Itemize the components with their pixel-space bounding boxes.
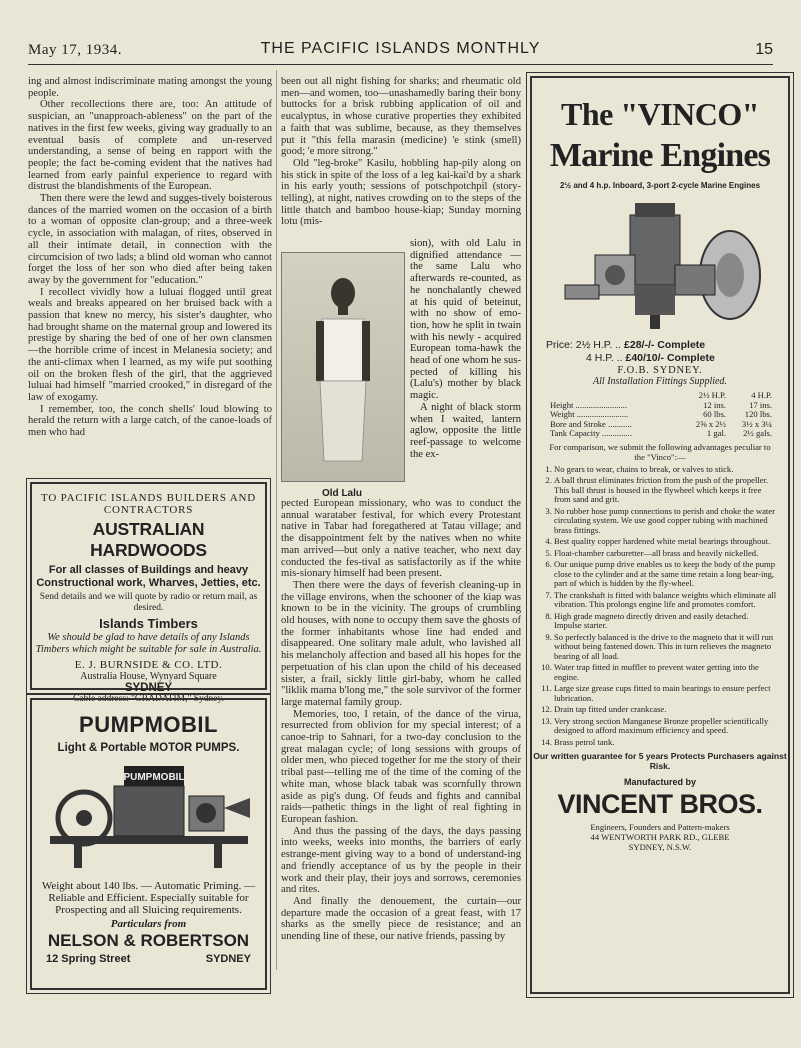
issue-date: May 17, 1934. xyxy=(28,42,122,58)
list-item: 11. Large size grease cups fitted to main bearings to ensure perfect lubrication. xyxy=(554,684,778,703)
hardwoods-advertisement xyxy=(30,482,267,704)
fob-note: F.O.B. SYDNEY. xyxy=(617,365,703,376)
marine-engine-icon xyxy=(555,195,765,335)
spec-header: 2½ H.P. 4 H.P. xyxy=(698,390,772,400)
list-item: 4. Best quality copper hardened white metal bearings throughout. xyxy=(554,537,778,547)
paragraph: Then there were the lewd and sugges-tively boisterous dances of the married women on the occasion of a birth to a woman of opposite clan-group; and a three-week cycle, in association with malagan, of rites, observed in all their intimate detail, in connection with the circumcision of two lads; a blind old woman who cannot forget the loss of her son who died after being taken away by the government for "education." xyxy=(28,193,272,286)
ad-body: Weight about 140 lbs. — Automatic Priming. — Reliable and Efficient. Especially suitable for Prospecting and all Sluicing requirements. xyxy=(41,880,256,916)
spec-row: Height ........................ 12 ins. 17 ins. xyxy=(550,399,772,410)
list-item: 13. Very strong section Manganese Bronze propeller scientifically designed to afford maximum efficiency and speed. xyxy=(554,717,778,736)
list-item: 14. Brass petrol tank. xyxy=(554,738,778,748)
pump-nameplate: PUMPMOBIL xyxy=(122,772,185,783)
ad-city: SYDNEY xyxy=(124,682,173,694)
paragraph: And thus the passing of the days, the days passing into weeks, weeks into months, the barriers of early estrange-ment giving way to a bond of understand-ing and friendly acceptance of us by the people in their work and their play, their joys and sorrows, ceremonies and rites. xyxy=(281,825,521,896)
motor-pump-icon xyxy=(44,758,254,878)
ad-firm: NELSON & ROBERTSON xyxy=(47,931,250,950)
list-item: 10. Water trap fitted in muffler to prevent water getting into the engine. xyxy=(554,663,778,682)
article-column-2-bottom xyxy=(281,498,521,943)
ad-address: Australia House, Wynyard Square xyxy=(80,671,217,682)
ad-subtitle: Light & Portable MOTOR PUMPS. xyxy=(57,742,240,754)
paragraph: Memories, too, I retain, of the dance of the virua, resurrected from oblivion for my special interest; of a canoe-trip to Sahnari, for a two-day conclusion to the great malagan cycle; of long sessions with groups of older men, who pieced together for me the story of their tribal past—telling me of the time of the coming of the white man, whose black tabak was scornfully thrown aside as pig's dung. Of feuds and fights and cannibal raids—pathetic things in the light of real fighting in European fashion. xyxy=(281,708,521,825)
pumpmobil-advertisement xyxy=(30,698,267,990)
list-item: 6. Our unique pump drive enables us to keep the body of the pump close to the cylinder and at the same time retain a long bear-ing, part of which is hidden by the fly-wheel. xyxy=(554,560,778,589)
paragraph: A night of black storm when I waited, lantern aglow, opposite the little reef-passage to welcome the ex- xyxy=(410,401,521,460)
paragraph: And finally the denouement, the curtain—our departure made the occasion of a great feast, with 17 sharks as the smelly piece de resistance; and an unending line of these, our native friends, passing by xyxy=(281,895,521,943)
ad-cable: Cable address: "GRADATIM," Sydney. xyxy=(73,694,224,704)
ad-section-title: Islands Timbers xyxy=(99,616,198,631)
spec-row: Bore and Stroke ........... 2⅝ x 2½ 3½ x 3¼ xyxy=(550,418,772,429)
spec-row: Tank Capacity .............. 1 gal. 2½ gals. xyxy=(550,428,772,439)
list-item: 7. The crankshaft is fitted with balance weights which eliminate all vibration. This prolongs engine life and promotes comfort. xyxy=(554,591,778,610)
paragraph: ing and almost indiscriminate mating amongst the young people. xyxy=(28,76,272,99)
price-row: Price: 2½ H.P. .. £28/-/- Complete xyxy=(546,339,706,351)
manufacturer-address: Engineers, Founders and Pattern-makers 44 WENTWORTH PARK RD., GLEBE SYDNEY, N.S.W. xyxy=(590,822,730,853)
paragraph: Old "leg-broke" Kasilu, hobbling hap-pily along on his stick in spite of the loss of a leg kai-kai'd by a shark in his early youth; sessions of potschpotchpil (story-telling), at night, natives crowding on to the steps of the little thatch and bamboo house-kiap; Sunday morning lotu (mis- xyxy=(281,157,521,228)
list-item: 1. No gears to wear, chains to break, or valves to stick. xyxy=(554,465,778,475)
list-item: 2. A ball thrust eliminates friction from the push of the propeller. This ball thrust is housed in the flywheel which keeps it free from sand and grit. xyxy=(554,476,778,505)
paragraph: Then there were the days of feverish cleaning-up in the village environs, when the schooner of the kiap was known to be in the vicinity. The groups of crumbling old houses, with none to occupy them save the ghosts of the former inhabitants whose line had ended and disappeared. One solitary male adult, who lavished all his melancholy affection and based all his hopes for the perpetuation of his clan upon the child of his deceased sister, a frail, sickly little girl-baby, whom he called "liklik mama b'long me," the sole survivor of the former large maternal family group. xyxy=(281,579,521,708)
comparison-intro: For comparison, we submit the following advantages peculiar to the "Vinco":— xyxy=(549,441,771,462)
paragraph: sion), with old Lalu in dignified attendance — the same Lalu who afterwards re-counted, as he nonchalantly chewed at his quid of beteinut, with no show of emo-tion, how he split in twain with his newly - acquired European toma-hawk the head of one whom he sus-pected of killing his (Lalu's) mother by black magic. xyxy=(410,238,521,402)
spec-table xyxy=(550,391,772,439)
spec-row: Weight ........................ 60 lbs. 120 lbs. xyxy=(550,409,772,420)
paragraph: I remember, too, the conch shells' loud blowing to herald the return with a large catch, of the canoe-loads of men who had xyxy=(28,403,272,439)
guarantee-note: Our written guarantee for 5 years Protects Purchasers against Risk. xyxy=(533,751,787,772)
page-header xyxy=(28,36,773,65)
ad-street: 12 Spring Street xyxy=(46,953,131,965)
paragraph: Other recollections there are, too: An attitude of suspician, an "unapproach-ableness" on the part of the natives in the first few weeks, giving way gradually to an eventual basis of complete and un-reserved understanding, a sense of being en rapport with the people; the fact be-coming evident that the natives had learned from early painful experience to regard with distrust the blandishments of the European. xyxy=(28,99,272,193)
ad-subtitle: 2½ and 4 h.p. Inboard, 3-port 2-cycle Marine Engines xyxy=(559,181,761,190)
ad-company: E. J. BURNSIDE & CO. LTD. xyxy=(74,659,223,671)
ad-title: The "VINCO" xyxy=(560,96,760,132)
man-portrait-icon xyxy=(314,271,372,471)
list-item: 8. High grade magneto directly driven and easily detached. Impulse starter. xyxy=(554,612,778,631)
ad-title: AUSTRALIAN HARDWOODS xyxy=(90,519,207,560)
old-lalu-photo xyxy=(281,252,405,482)
ad-title-2: Marine Engines xyxy=(549,137,771,174)
price-list xyxy=(546,339,788,365)
list-item: 3. No rubber hose pump connections to perish and choke the water circulating system. We use good copper tubing with machined brass fittings. xyxy=(554,507,778,536)
ad-text: We should be glad to have details of any Islands Timbers which might be suitable for sale in Australia. xyxy=(35,632,262,655)
article-column-2-top xyxy=(281,76,521,228)
ad-particulars: Particulars from xyxy=(110,918,187,930)
ad-subtitle: For all classes of Buildings and heavy Constructional work, Wharves, Jetties, etc. xyxy=(36,564,261,589)
list-item: 5. Float-chamber carburetter—all brass and heavily nickelled. xyxy=(554,549,778,559)
paragraph: I recollect vividly how a luluai flogged until great weals and breaks appeared on her bruised back with a passion that knew no mercy, his sister's daughter, who had brought shame on the maternal group and lowered its prestige by sharing the bed of one of her own clansmen—the horrible crime of incest in Melanesia society; and the anti-climax when I learned, as my wife put soothing oil on the broken flesh of the girl, that the aggrieved luluai had himself "married crooked," in disregard of the law of exogamy. xyxy=(28,286,272,403)
vinco-advertisement xyxy=(530,76,790,994)
ad-heading: TO PACIFIC ISLANDS BUILDERS AND CONTRACTORS xyxy=(41,492,256,516)
ad-note: Send details and we will quote by radio or return mail, as desired. xyxy=(39,592,258,613)
list-item: 9. So perfectly balanced is the drive to the magneto that it will run without being fastened down. This in turn relieves the magneto bearing of all load. xyxy=(554,633,778,662)
ad-title: PUMPMOBIL xyxy=(79,712,218,737)
column-rule xyxy=(276,70,277,970)
ad-address xyxy=(32,953,265,965)
manufacturer-name: VINCENT BROS. xyxy=(557,789,763,820)
article-wrap-text xyxy=(410,238,521,460)
advantages-list xyxy=(532,465,788,748)
price-row: 4 H.P. .. £40/10/- Complete xyxy=(586,352,715,364)
page-number: 15 xyxy=(755,41,773,58)
fittings-note: All Installation Fittings Supplied. xyxy=(593,376,727,387)
paragraph: pected European missionary, who was to conduct the annual warataber festival, for which every Protestant native in Tabar had foregathered at Tatau village; and the disappointment felt by the natives when no white man arrived—but only a native teacher, who next day conducted the fes-tival as satisfactorily as if the white mis-sionary himself had been present. xyxy=(281,498,521,580)
list-item: 12. Drain tap fitted under crankcase. xyxy=(554,705,778,715)
paragraph: been out all night fishing for sharks; and rheumatic old men—and women, too—unashamedly baring their bony buttocks for a brisk rubbing application of oil and eucalyptus, in whose curative properties they exhibited a faith that was sublime, because, as they themselves put it "this fella marasin (medicine) 'e stink (smell) good; 'e more sitrong." xyxy=(281,76,521,158)
photo-caption: Old Lalu xyxy=(322,488,362,499)
ad-city: SYDNEY xyxy=(205,953,251,965)
article-column-1 xyxy=(28,76,272,439)
masthead: THE PACIFIC ISLANDS MONTHLY xyxy=(260,40,541,57)
manufactured-by-label: Manufactured by xyxy=(623,777,696,788)
